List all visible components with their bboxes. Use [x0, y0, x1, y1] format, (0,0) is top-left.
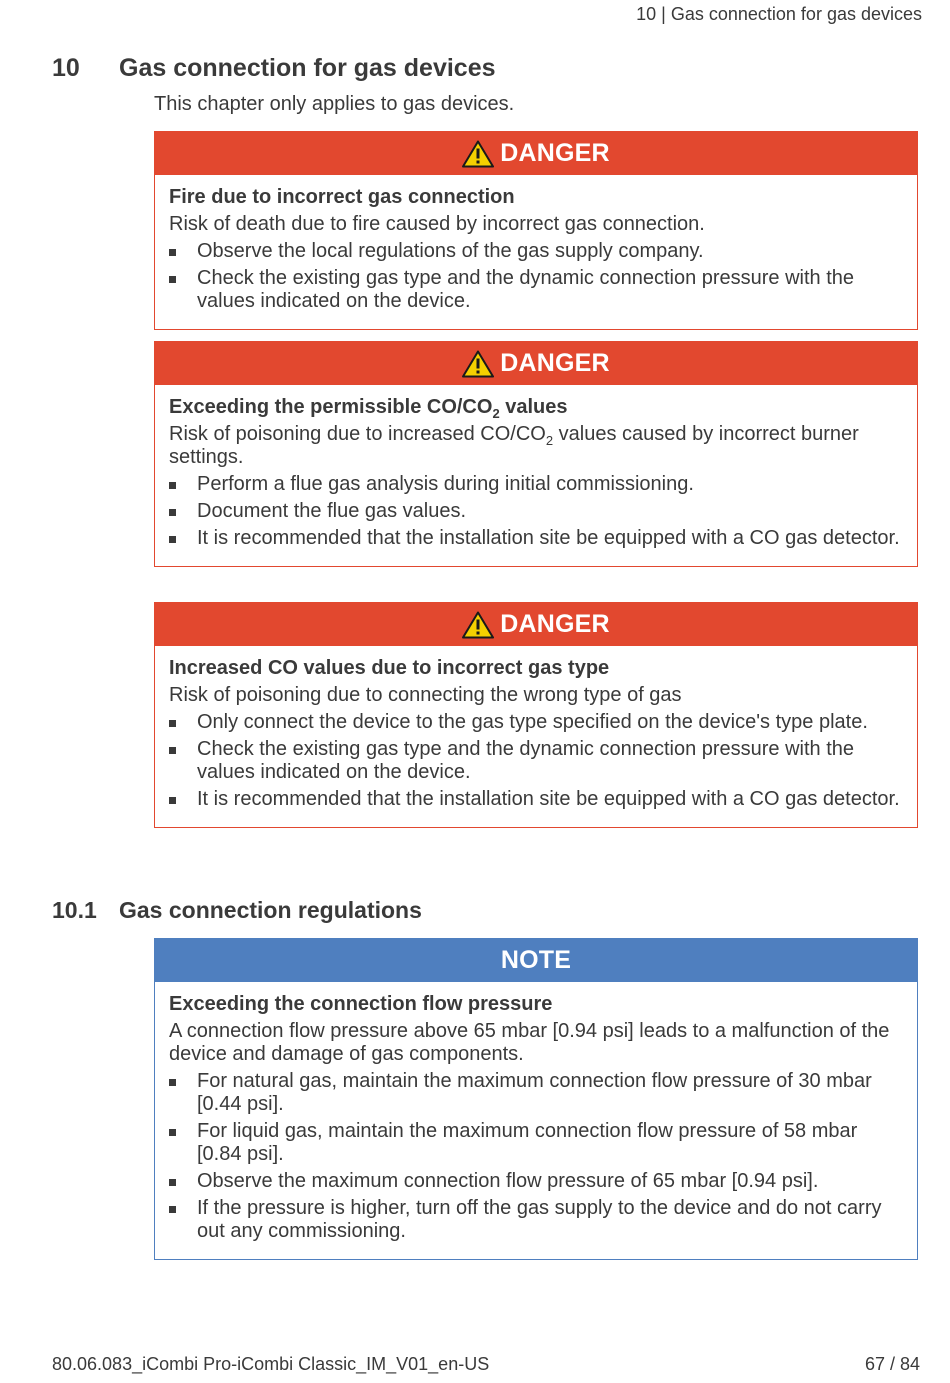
footer-document-id: 80.06.083_iCombi Pro-iCombi Classic_IM_V01_en-US — [52, 1354, 490, 1374]
note-instructions — [169, 1070, 903, 1243]
list-item: Check the existing gas type and the dynamic connection pressure with the values indicated on the device. — [169, 267, 903, 313]
section-number: 10.1 — [52, 897, 97, 923]
list-item: It is recommended that the installation site be equipped with a CO gas detector. — [169, 527, 903, 550]
chapter-intro: This chapter only applies to gas devices. — [154, 93, 515, 115]
section-heading — [52, 897, 422, 924]
danger-banner — [155, 603, 917, 646]
title-text: Exceeding the permissible CO/CO — [169, 396, 493, 418]
desc-text: Risk of poisoning due to increased CO/CO — [169, 423, 546, 445]
warning-triangle-icon — [462, 350, 494, 378]
danger-label: DANGER — [500, 610, 610, 638]
note-title: Exceeding the connection flow pressure — [169, 993, 553, 1015]
note-banner — [155, 939, 917, 982]
chapter-title: Gas connection for gas devices — [119, 54, 496, 82]
danger-box-co-co2 — [154, 341, 918, 567]
desc-text: values caused by incorrect burner settings. — [169, 423, 859, 468]
note-label: NOTE — [500, 946, 572, 974]
chapter-number: 10 — [52, 54, 80, 82]
list-item: Observe the maximum connection flow pressure of 65 mbar [0.94 psi]. — [169, 1170, 903, 1193]
danger-title: Fire due to incorrect gas connection — [169, 186, 515, 208]
list-item: Only connect the device to the gas type specified on the device's type plate. — [169, 711, 903, 734]
danger-label: DANGER — [500, 349, 610, 377]
danger-description — [169, 423, 903, 469]
danger-banner — [155, 342, 917, 385]
danger-banner — [155, 132, 917, 175]
danger-label: DANGER — [500, 139, 610, 167]
note-box — [154, 938, 918, 1260]
footer-page-number: 67 / 84 — [864, 1354, 920, 1374]
list-item: It is recommended that the installation site be equipped with a CO gas detector. — [169, 788, 903, 811]
note-description: A connection flow pressure above 65 mbar [0.94 psi] leads to a malfunction of the device and damage of gas components. — [169, 1020, 890, 1065]
section-title: Gas connection regulations — [119, 897, 422, 923]
danger-box-fire — [154, 131, 918, 330]
list-item: Check the existing gas type and the dynamic connection pressure with the values indicated on the device. — [169, 738, 903, 784]
danger-description: Risk of poisoning due to connecting the wrong type of gas — [169, 684, 682, 706]
danger-box-gas-type — [154, 602, 918, 828]
list-item: For natural gas, maintain the maximum connection flow pressure of 30 mbar [0.44 psi]. — [169, 1070, 903, 1116]
danger-title — [169, 396, 903, 419]
warning-triangle-icon — [462, 140, 494, 168]
danger-instructions — [169, 240, 903, 313]
danger-instructions — [169, 473, 903, 550]
running-header: 10 | Gas connection for gas devices — [636, 4, 922, 24]
danger-description: Risk of death due to fire caused by incorrect gas connection. — [169, 213, 705, 235]
chapter-heading — [52, 54, 496, 83]
subscript: 2 — [545, 433, 554, 448]
warning-triangle-icon — [462, 611, 494, 639]
danger-title: Increased CO values due to incorrect gas type — [169, 657, 610, 679]
subscript: 2 — [492, 406, 500, 421]
list-item: If the pressure is higher, turn off the gas supply to the device and do not carry out any commissioning. — [169, 1197, 903, 1243]
title-text: values — [499, 396, 568, 418]
list-item: Observe the local regulations of the gas supply company. — [169, 240, 903, 263]
list-item: For liquid gas, maintain the maximum connection flow pressure of 58 mbar [0.84 psi]. — [169, 1120, 903, 1166]
list-item: Perform a flue gas analysis during initial commissioning. — [169, 473, 903, 496]
danger-instructions — [169, 711, 903, 811]
list-item: Document the flue gas values. — [169, 500, 903, 523]
